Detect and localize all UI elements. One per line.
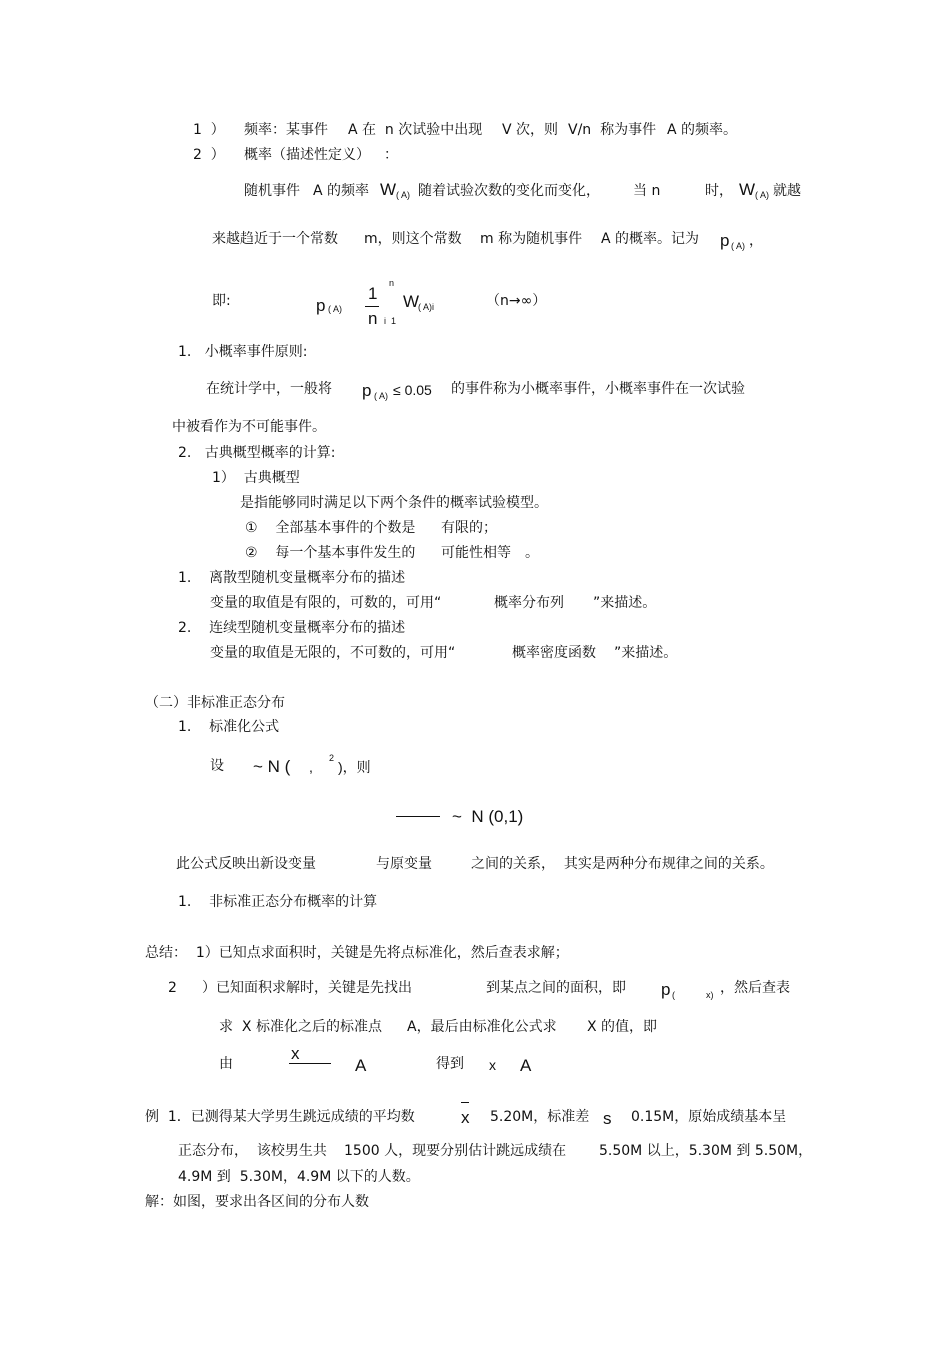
- list-item: 可能性相等: [441, 545, 511, 561]
- text: 由: [219, 1056, 233, 1072]
- text: 随机事件: [244, 183, 300, 199]
- text: 2: [168, 980, 177, 996]
- mean-bar: [461, 1102, 469, 1103]
- text: 中被看作为不可能事件。: [172, 419, 326, 435]
- text: A，最后由标准化公式求: [407, 1019, 557, 1035]
- text: 求 X 标准化之后的标准点: [219, 1019, 382, 1035]
- math-symbol: x: [461, 1108, 470, 1127]
- text: A 的概率。记为: [601, 231, 700, 247]
- fraction-denominator: n: [368, 309, 378, 328]
- text: 设: [210, 758, 224, 774]
- example-text: 例 1．已测得某大学男生跳远成绩的平均数: [145, 1109, 415, 1125]
- math-expression: ,: [309, 759, 313, 775]
- text: A 的频率。: [667, 122, 738, 138]
- text: 就越: [773, 183, 801, 199]
- text: V/n 称为事件: [568, 122, 657, 138]
- example-text: 正态分布， 该校男生共: [178, 1143, 327, 1159]
- math-symbol: p: [720, 231, 730, 250]
- text: X 的值，即: [587, 1019, 658, 1035]
- math-symbol: A: [520, 1056, 532, 1075]
- text: 到某点之间的面积，即: [486, 980, 626, 996]
- text: 来越趋近于一个常数: [212, 231, 338, 247]
- math-symbol: W: [739, 180, 756, 199]
- text: 0.15M，原始成绩基本呈: [631, 1109, 787, 1125]
- text: ，: [749, 233, 763, 249]
- text: 变量的取值是无限的，不可数的，可用“: [210, 645, 456, 661]
- text: m 称为随机事件: [480, 231, 583, 247]
- math-symbol: A: [355, 1056, 367, 1075]
- math-symbol: x: [489, 1057, 496, 1073]
- section-title: （二）非标准正态分布: [145, 695, 285, 711]
- math-expression: ~ N (: [253, 757, 291, 776]
- math-symbol: W: [380, 180, 397, 199]
- text: 随着试验次数的变化而变化，: [418, 183, 600, 199]
- text: 概率（描述性定义）: [244, 147, 370, 163]
- text: 变量的取值是有限的，可数的，可用“: [210, 595, 442, 611]
- math-subscript: ( A): [731, 241, 746, 251]
- text: 此公式反映出新设变量: [176, 856, 316, 872]
- math-expression: )，则: [338, 759, 371, 775]
- text: 与原变量: [376, 856, 432, 872]
- math-subscript: (: [672, 990, 675, 1000]
- text: V 次，则: [502, 122, 559, 138]
- text: ，然后查表: [720, 980, 790, 996]
- text: m，则这个常数: [364, 231, 462, 247]
- text: 之间的关系， 其实是两种分布规律之间的关系。: [471, 856, 774, 872]
- heading: 1. 离散型随机变量概率分布的描述: [178, 570, 406, 586]
- item-number: 1 ）: [193, 122, 225, 138]
- fraction-numerator: 1: [368, 284, 378, 303]
- math-subscript: ( A): [328, 304, 343, 314]
- text: A 的频率: [313, 183, 370, 199]
- list-item: ② 每一个基本事件发生的: [245, 545, 416, 561]
- text: 时，: [705, 183, 733, 199]
- example-text: 1500 人，现要分别估计跳远成绩在: [344, 1143, 567, 1159]
- text: ≤ 0.05: [393, 382, 432, 398]
- math-symbol: x: [291, 1044, 300, 1063]
- text: 当 n: [633, 183, 661, 199]
- math-symbol: s: [603, 1109, 612, 1128]
- solution-text: 解：如图，要求出各区间的分布人数: [145, 1194, 369, 1210]
- heading: 1. 非标准正态分布概率的计算: [178, 894, 378, 910]
- math-symbol: p: [362, 381, 372, 400]
- text: 即:: [212, 293, 231, 309]
- sum-lower-limit: i 1: [384, 316, 397, 326]
- text: 得到: [436, 1056, 464, 1072]
- list-item: 。: [525, 545, 539, 561]
- text: A 在 n 次试验中出现: [348, 122, 483, 138]
- text: ”来描述。: [614, 645, 678, 661]
- text: 是指能够同时满足以下两个条件的概率试验模型。: [240, 495, 548, 511]
- subheading: 1） 古典概型: [212, 470, 300, 486]
- text: 5.20M，标准差: [490, 1109, 590, 1125]
- text: 总结： 1）已知点求面积时，关键是先将点标准化，然后查表求解；: [145, 945, 569, 961]
- fraction-bar: [289, 1063, 331, 1064]
- math-subscript: ( A): [755, 190, 770, 200]
- math-subscript: x): [706, 990, 714, 1000]
- text: ”来描述。: [593, 595, 657, 611]
- math-superscript: 2: [329, 753, 335, 763]
- list-item: ① 全部基本事件的个数是: [245, 520, 416, 536]
- text: ：: [384, 147, 398, 163]
- item-number: 2 ）: [193, 147, 225, 163]
- math-subscript: ( A): [374, 391, 389, 401]
- sum-upper-limit: n: [389, 278, 395, 288]
- math-subscript: ( A)i: [418, 302, 435, 312]
- text: ）已知面积求解时，关键是先找出: [202, 980, 412, 996]
- math-expression: ~ N (0,1): [452, 807, 524, 826]
- text: （n→∞）: [486, 293, 547, 309]
- math-subscript: ( A): [396, 190, 411, 200]
- list-item: 有限的；: [441, 520, 497, 536]
- fraction-bar: [365, 306, 379, 307]
- heading: 2. 古典概型概率的计算:: [178, 445, 336, 461]
- fraction-bar: [396, 816, 440, 817]
- text: 在统计学中，一般将: [206, 381, 332, 397]
- math-symbol: W: [403, 292, 420, 311]
- heading: 1. 小概率事件原则:: [178, 344, 308, 360]
- math-symbol: p: [316, 296, 326, 315]
- example-text: 5.50M 以上，5.30M 到 5.50M，: [599, 1143, 813, 1159]
- math-symbol: p: [661, 980, 671, 999]
- text: 概率分布列: [494, 595, 564, 611]
- heading: 1. 标准化公式: [178, 719, 280, 735]
- example-text: 4.9M 到 5.30M，4.9M 以下的人数。: [178, 1169, 420, 1185]
- heading: 2. 连续型随机变量概率分布的描述: [178, 620, 406, 636]
- text: 的事件称为小概率事件，小概率事件在一次试验: [451, 381, 745, 397]
- text: 概率密度函数: [512, 645, 596, 661]
- text: 频率：某事件: [244, 122, 328, 138]
